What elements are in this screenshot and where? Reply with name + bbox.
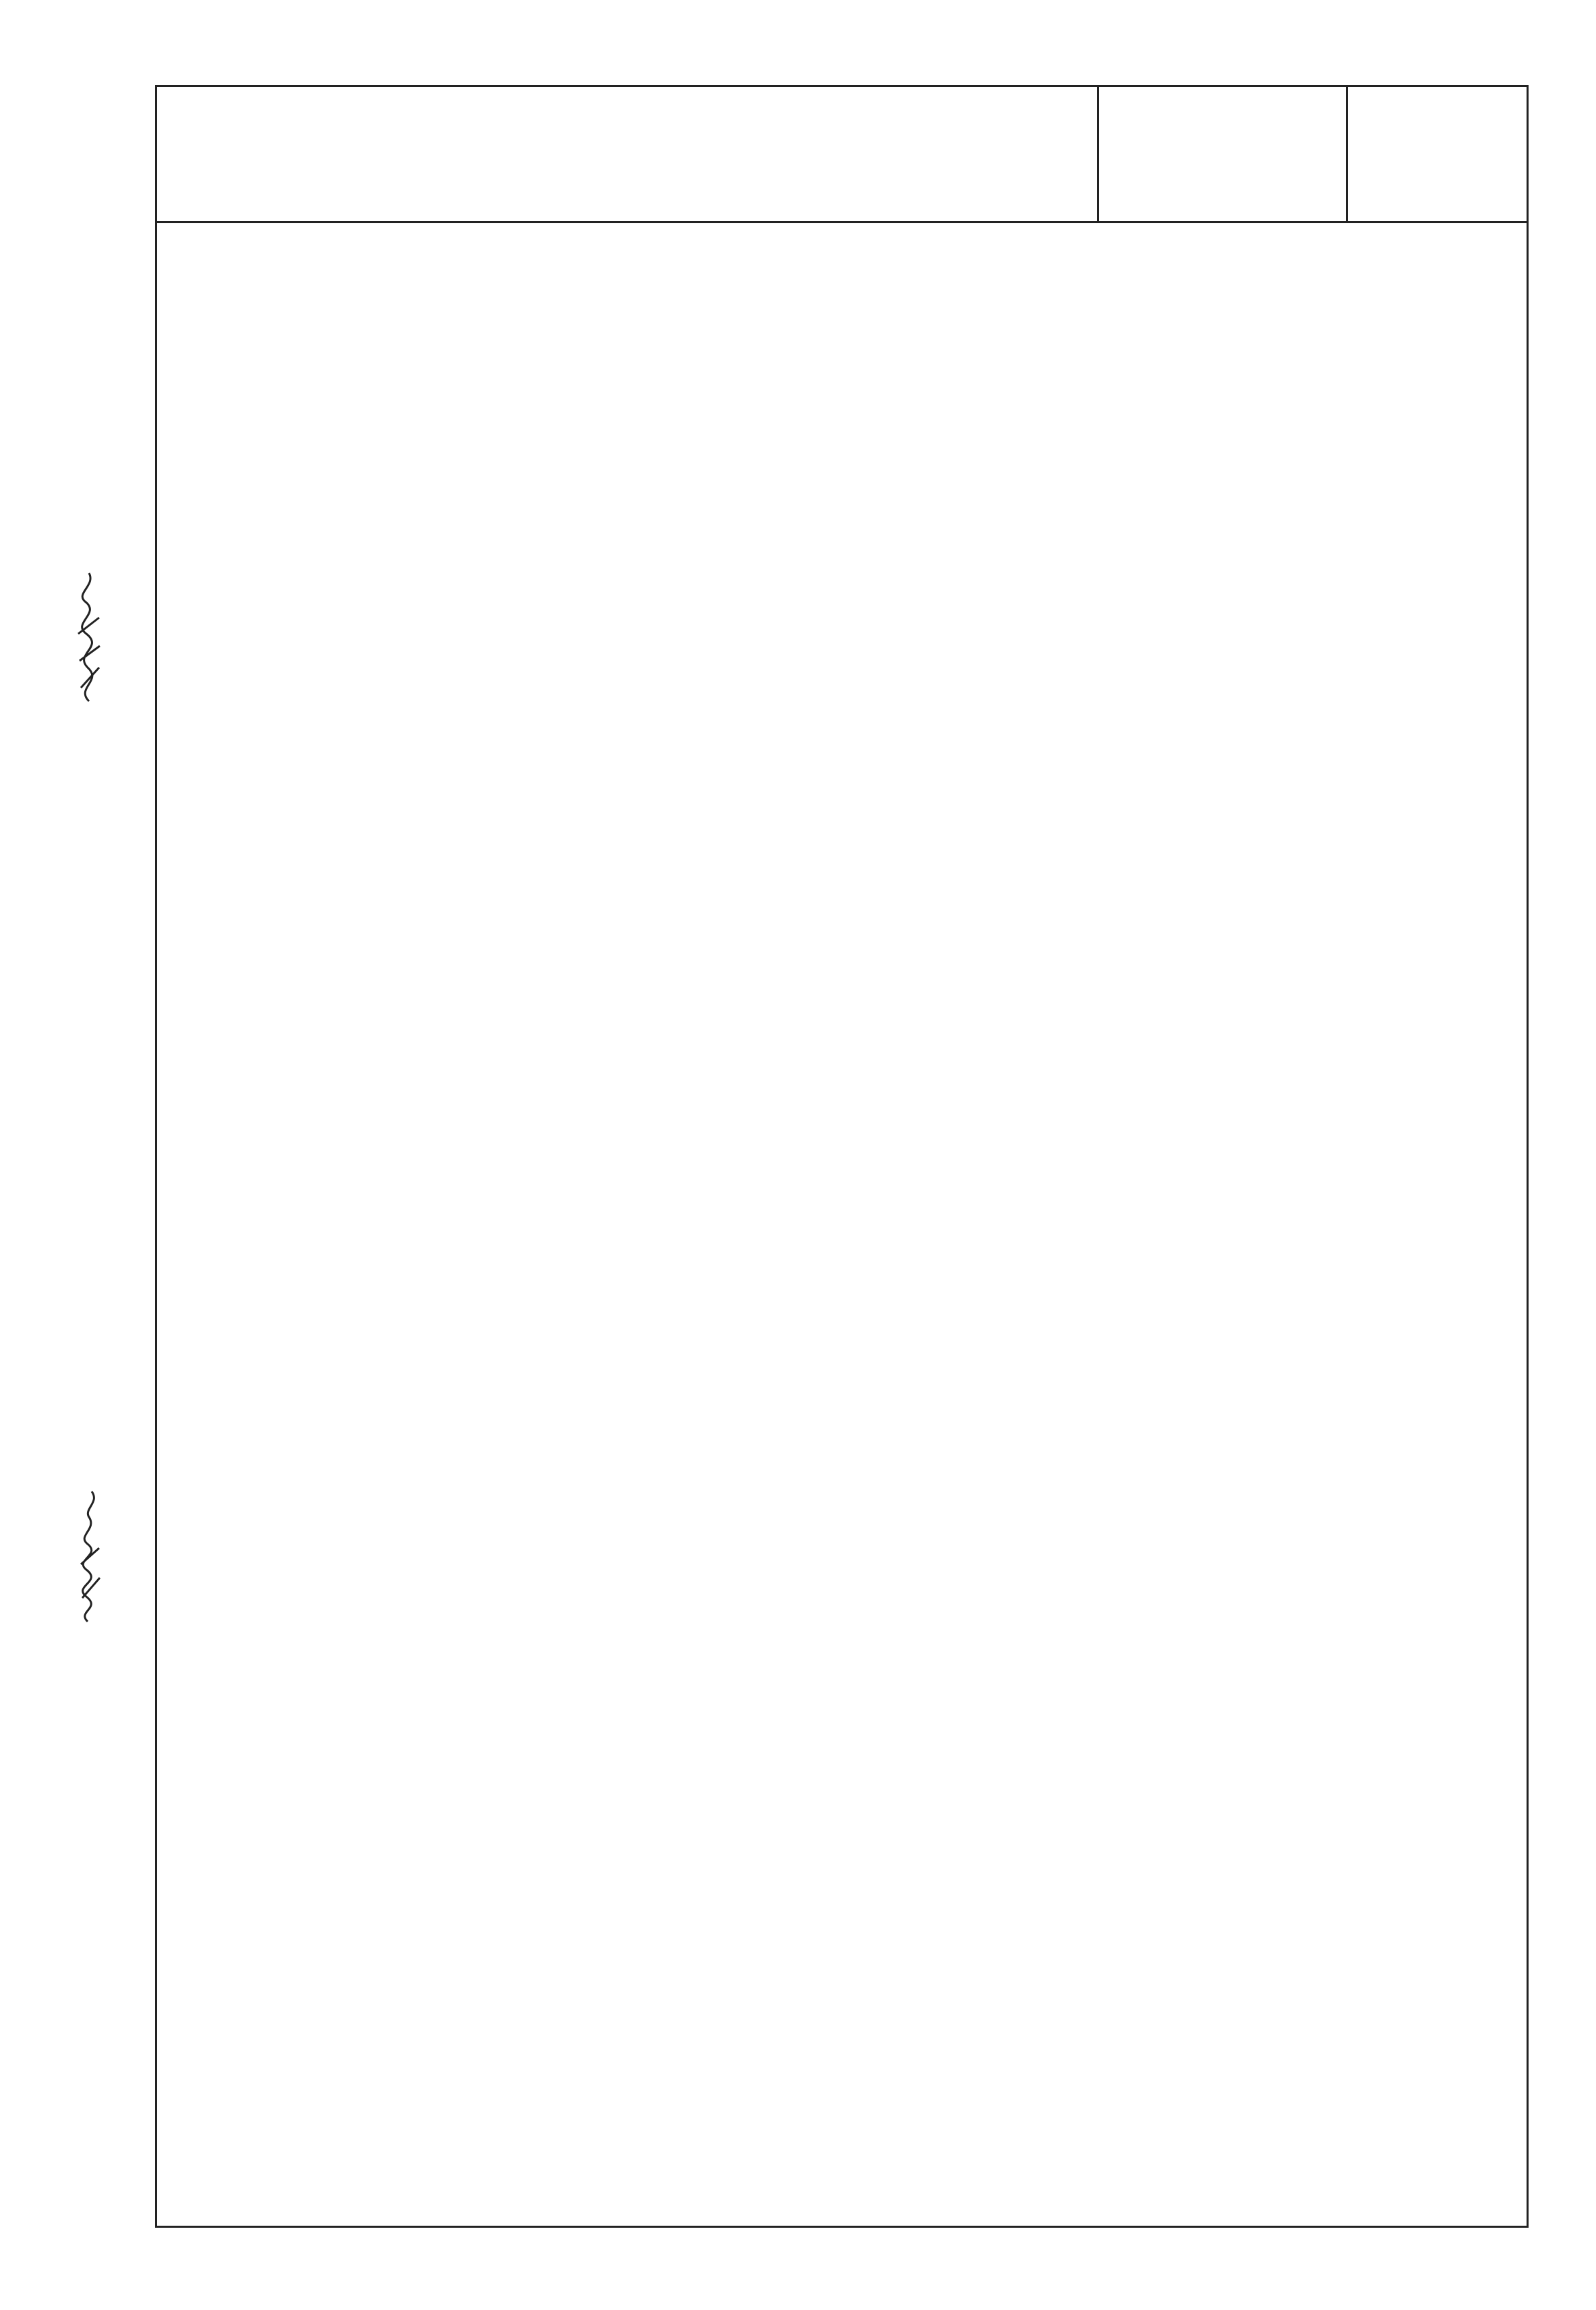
title-divider	[155, 221, 1529, 223]
signature-2-icon	[62, 1483, 116, 1625]
signature-1-icon	[62, 566, 116, 708]
page-frame	[155, 85, 1529, 2228]
title-divider-v2	[1346, 85, 1348, 222]
title-divider-v1	[1097, 85, 1099, 222]
